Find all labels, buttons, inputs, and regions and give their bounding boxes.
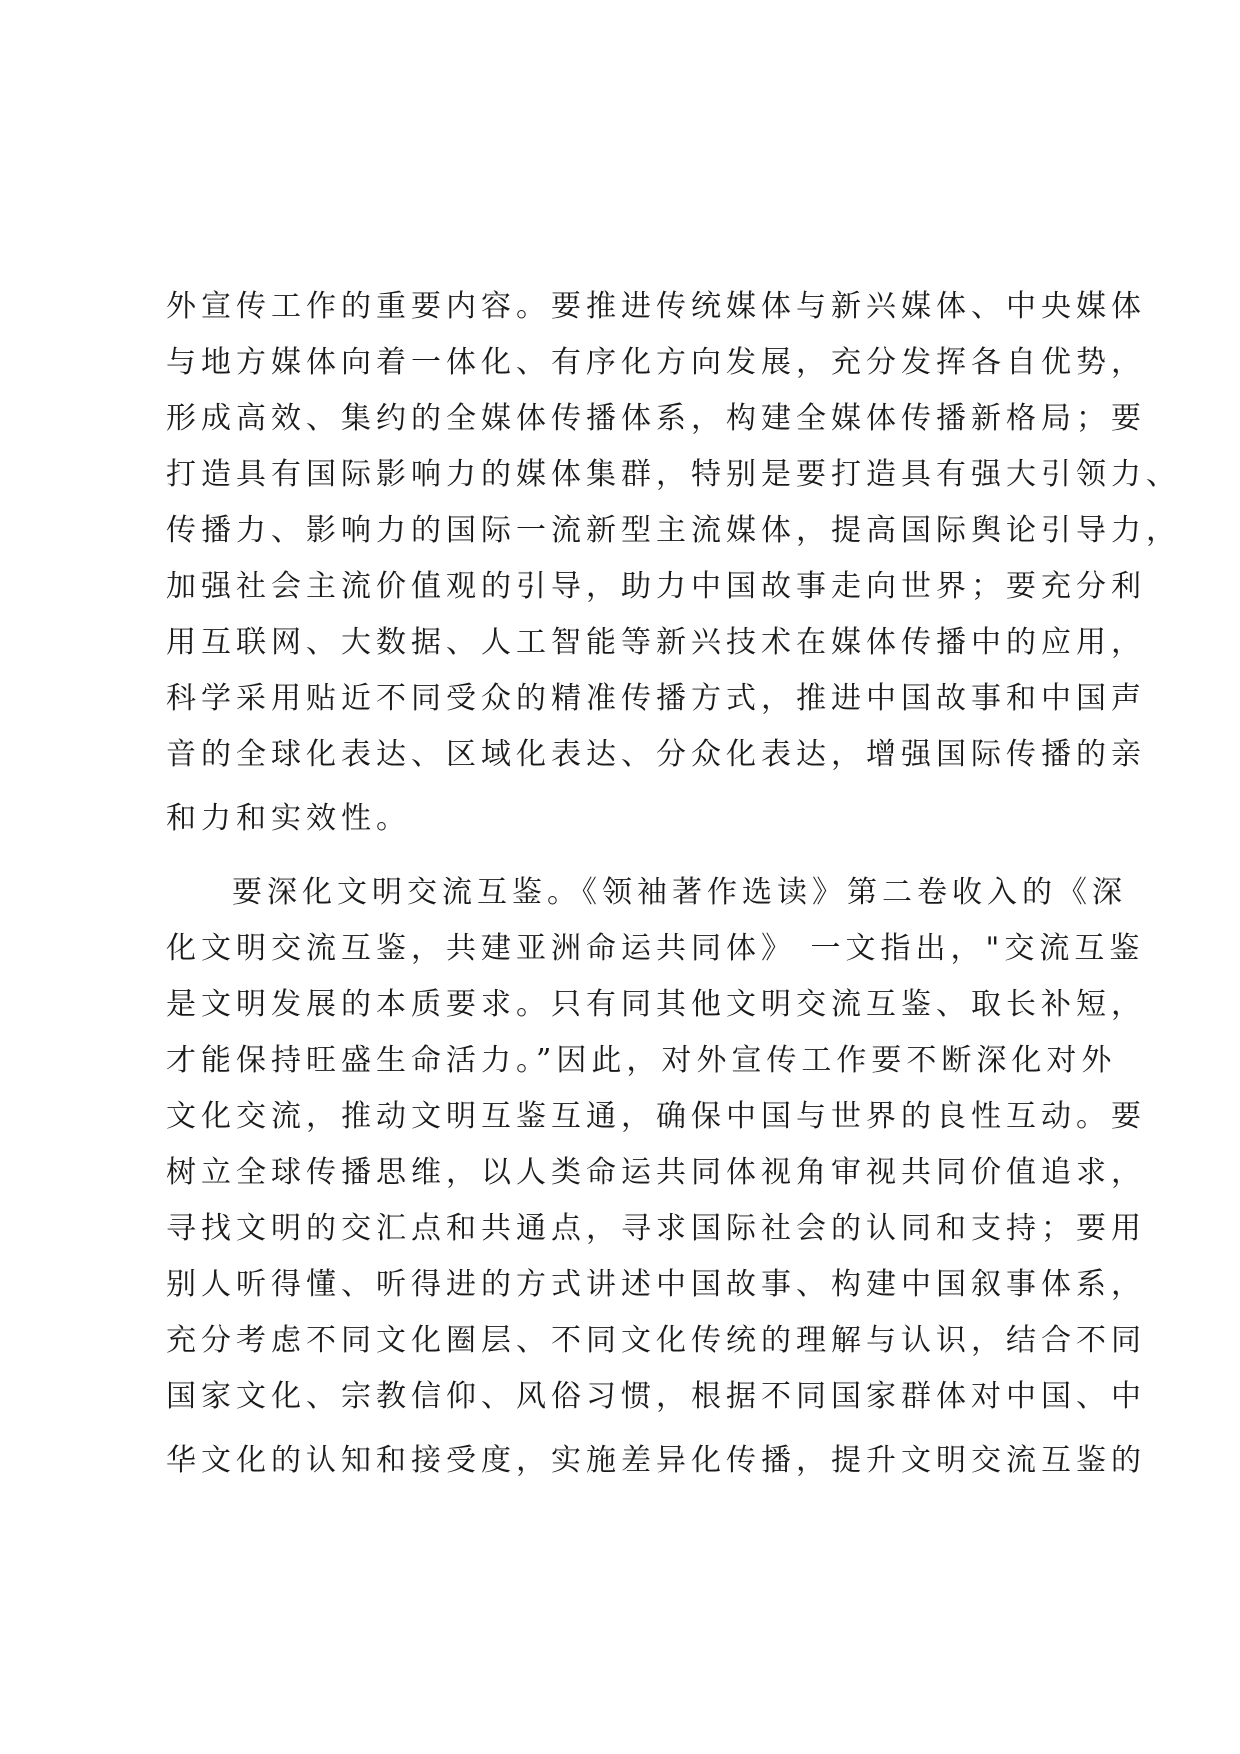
text-line: 与地方媒体向着一体化、有序化方向发展，充分发挥各自优势， bbox=[166, 345, 1146, 380]
text-line: 树立全球传播思维，以人类命运共同体视角审视共同价值追求， bbox=[166, 1155, 1146, 1190]
text-line: 才能保持旺盛生命活力。”因此，对外宣传工作要不断深化对外 bbox=[166, 1043, 1117, 1078]
text-line: 加强社会主流价值观的引导，助力中国故事走向世界；要充分利 bbox=[166, 569, 1146, 604]
text-line: 国家文化、宗教信仰、风俗习惯，根据不同国家群体对中国、中 bbox=[166, 1379, 1146, 1414]
text-line: 华文化的认知和接受度，实施差异化传播，提升文明交流互鉴的 bbox=[166, 1443, 1146, 1478]
text-line: 音的全球化表达、区域化表达、分众化表达，增强国际传播的亲 bbox=[166, 737, 1146, 772]
text-line: 用互联网、大数据、人工智能等新兴技术在媒体传播中的应用， bbox=[166, 625, 1146, 660]
text-line: 寻找文明的交汇点和共通点，寻求国际社会的认同和支持；要用 bbox=[166, 1211, 1146, 1246]
text-line: 和力和实效性。 bbox=[166, 801, 411, 836]
body-text bbox=[166, 279, 1181, 1489]
text-line: 传播力、影响力的国际一流新型主流媒体，提高国际舆论引导力， bbox=[166, 513, 1181, 548]
text-line: 化文明交流互鉴，共建亚洲命运共同体》 一文指出，"交流互鉴 bbox=[166, 931, 1145, 966]
text-line: 科学采用贴近不同受众的精准传播方式，推进中国故事和中国声 bbox=[166, 681, 1146, 716]
text-line: 形成高效、集约的全媒体传播体系，构建全媒体传播新格局；要 bbox=[166, 401, 1146, 436]
paragraph-start-line: 要深化文明交流互鉴。《领袖著作选读》第二卷收入的《深 bbox=[232, 875, 1127, 910]
text-line: 打造具有国际影响力的媒体集群，特别是要打造具有强大引领力、 bbox=[166, 457, 1181, 492]
text-line: 外宣传工作的重要内容。要推进传统媒体与新兴媒体、中央媒体 bbox=[166, 289, 1146, 324]
text-line: 文化交流，推动文明互鉴互通，确保中国与世界的良性互动。要 bbox=[166, 1099, 1146, 1134]
text-line: 充分考虑不同文化圈层、不同文化传统的理解与认识，结合不同 bbox=[166, 1323, 1146, 1358]
text-line: 是文明发展的本质要求。只有同其他文明交流互鉴、取长补短， bbox=[166, 987, 1146, 1022]
text-line: 别人听得懂、听得进的方式讲述中国故事、构建中国叙事体系， bbox=[166, 1267, 1146, 1302]
